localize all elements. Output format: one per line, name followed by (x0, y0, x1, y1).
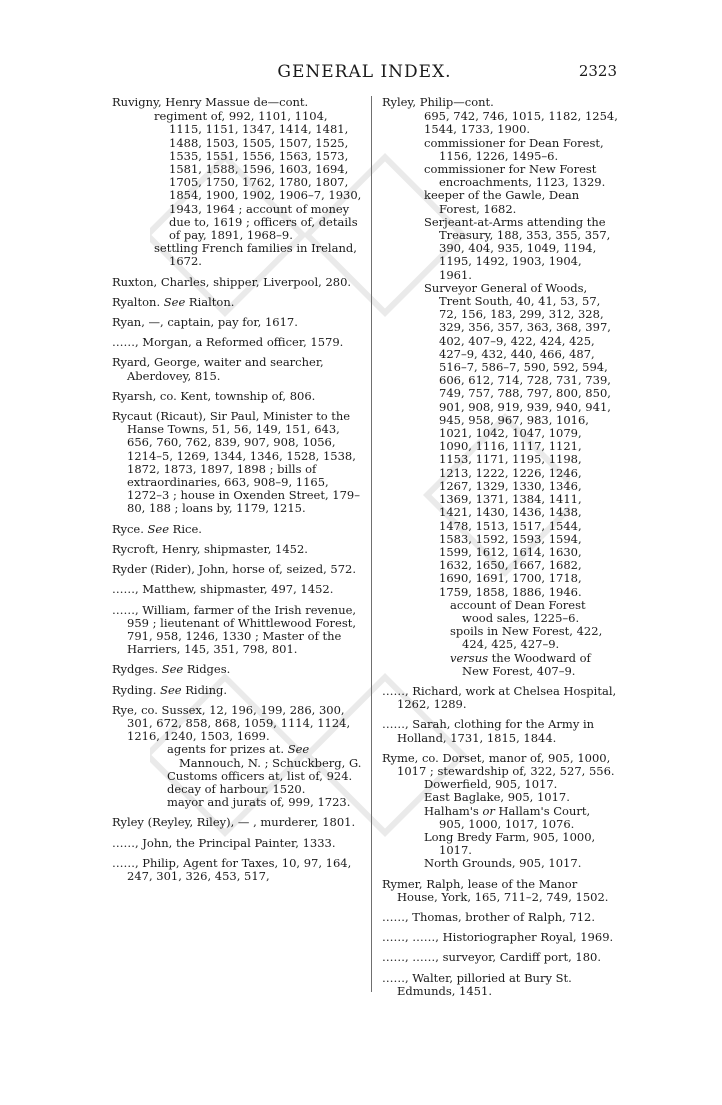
sub-entry: regiment of, 992, 1101, 1104, 1115, 1151, 1347, 1414, 1481, 1488, 1503, 1505, 1507, 1525, 1535, 1551, 1556, 1563, 1573, 1581, 1588, 1596, 1603, 1694, 1705, 1750, 1762, 1780, 1807, 1854, 1900, 1902, 1906–7, 1930, 1943, 1964 ; account of money due to, 1619 ; officers of, details of pay, 1891, 1968–9. (154, 109, 362, 243)
entry-text: Ryding. (112, 682, 157, 697)
sub-entry: Customs officers at, list of, 924. (167, 768, 353, 783)
sub-entry: East Baglake, 905, 1017. (424, 790, 570, 805)
index-entry-ryley-richard: ……, Richard, work at Chelsea Hospital, 1262, 1289. (382, 683, 617, 712)
sub-entry: Serjeant-at-Arms attending the Treasury, 188, 353, 355, 357, 390, 404, 935, 1049, 1194, 1195, 1492, 1903, 1904, 1961. (424, 214, 611, 282)
index-entry-ruxton: Ruxton, Charles, shipper, Liverpool, 280. (112, 274, 352, 289)
column-divider (371, 96, 372, 992)
index-entry-rymer-thomas: ……, Thomas, brother of Ralph, 712. (382, 909, 596, 924)
see-reference: See (160, 682, 182, 697)
left-column (112, 96, 364, 890)
entry-text: the Woodward of New Forest, 407–9. (462, 650, 591, 678)
sub-entry: settling French families in Ireland, 1672. (154, 241, 357, 269)
index-entry-ryley-philip: ……, Philip, Agent for Taxes, 10, 97, 164, 247, 301, 326, 453, 517, (112, 855, 352, 883)
sub-entry (382, 805, 618, 831)
see-reference: See (147, 521, 170, 536)
page-number: 2323 (578, 62, 617, 80)
sub-entry: commissioner for Dean Forest, 1156, 1226, 1495–6. (424, 135, 604, 163)
index-entry-rycaut: Rycaut (Ricaut), Sir Paul, Minister to the Hanse Towns, 51, 56, 149, 151, 643, 656, 760, 762, 839, 907, 908, 1056, 1214–5, 1269, 1344, 1346, 1528, 1538, 1872, 1873, 1897, 1898 ; bills of extraordinaries, 663, 908–9, 1165, 1272–3 ; house in Oxenden Street, 179–80, 188 ; loans by, 1179, 1215. (112, 409, 360, 516)
entry-heading: Rye, co. Sussex, 12, 196, 199, 286, 300, 301, 672, 858, 868, 1059, 1114, 1124, 1216, 1240, 1503, 1699. (112, 702, 351, 744)
index-entry-rymer-historiographer: ……, ……, Historiographer Royal, 1969. (382, 930, 614, 945)
entry-text: Hallam's Court, 905, 1000, 1017, 1076. (439, 803, 591, 831)
index-entry-ryley: Ryley (Reyley, Riley), — , murderer, 1801. (112, 815, 356, 830)
running-title: GENERAL INDEX. (277, 62, 452, 82)
index-entry-rymer-surveyor: ……, ……, surveyor, Cardiff port, 180. (382, 950, 602, 965)
sub-sub-entry (382, 652, 618, 678)
index-entry-ryard: Ryard, George, waiter and searcher, Aberdovey, 815. (112, 355, 324, 383)
see-reference: See (163, 294, 186, 309)
sub-sub-entry: account of Dean Forest wood sales, 1225–6. (450, 597, 586, 625)
entry-text: Ryalton. (112, 294, 161, 309)
index-entry-ryan-morgan: ……, Morgan, a Reformed officer, 1579. (112, 335, 344, 350)
right-column (382, 96, 618, 1005)
sub-entry: keeper of the Gawle, Dean Forest, 1682. (424, 188, 580, 216)
sub-entry (112, 743, 364, 769)
index-entry-ryder-matthew: ……, Matthew, shipmaster, 497, 1452. (112, 582, 334, 597)
entry-continuation: 695, 742, 746, 1015, 1182, 1254, 1544, 1733, 1900. (424, 109, 618, 137)
entry-text: Halham's (424, 803, 479, 818)
entry-text: Ridges. (186, 662, 231, 677)
entry-text: Riding. (185, 682, 228, 697)
sub-entry: Long Bredy Farm, 905, 1000, 1017. (424, 829, 596, 858)
index-entry-ryme (382, 752, 618, 871)
entry-text: Ryce. (112, 521, 144, 536)
index-entry-rymer-walter: ……, Walter, pilloried at Bury St. Edmunds, 1451. (382, 970, 572, 998)
index-entry-ryley-sarah: ……, Sarah, clothing for the Army in Holland, 1731, 1815, 1844. (382, 717, 595, 745)
index-entry-ryder-william: ……, William, farmer of the Irish revenue, 959 ; lieutenant of Whittlewood Forest, 791, 958, 1246, 1330 ; Master of the Harriers, 145, 351, 798, 801. (112, 602, 357, 657)
entry-heading: Ruvigny, Henry Massue de—cont. (112, 95, 309, 109)
entry-heading: Ryley, Philip—cont. (382, 95, 494, 109)
entry-text: Rydges. (112, 662, 159, 677)
or-text: or (482, 803, 495, 818)
entry-text: agents for prizes at. (167, 742, 285, 757)
index-entry-rye (112, 704, 364, 810)
entry-text: Rialton. (188, 294, 235, 309)
index-entry-rydges (112, 663, 364, 676)
entry-text: Rice. (172, 521, 202, 536)
entry-heading: Ryme, co. Dorset, manor of, 905, 1000, 1017 ; stewardship of, 322, 527, 556. (382, 750, 615, 778)
index-entry-ryley-philip-cont (382, 96, 618, 678)
sub-entry: Dowerfield, 905, 1017. (424, 777, 558, 792)
sub-entry: mayor and jurats of, 999, 1723. (167, 795, 351, 810)
sub-entry: Surveyor General of Woods, Trent South, 40, 41, 53, 57, 72, 156, 183, 299, 312, 328, 329, 356, 357, 363, 368, 397, 402, 407–9, 422, 424, 425, 427–9, 432, 440, 466, 487, 516–7, 586–7, 590, 592, 594, 606, 612, 714, 728, 731, 739, 749, 757, 788, 797, 800, 850, 901, 908, 919, 939, 940, 941, 945, 958, 967, 983, 1016, 1021, 1042, 1047, 1079, 1090, 1116, 1117, 1121, 1153, 1171, 1195, 1198, 1213, 1222, 1226, 1246, 1267, 1329, 1330, 1346, 1369, 1371, 1384, 1411, 1421, 1430, 1436, 1438, 1478, 1513, 1517, 1544, 1583, 1592, 1593, 1594, 1599, 1612, 1614, 1630, 1632, 1650, 1667, 1682, 1690, 1691, 1700, 1718, 1759, 1858, 1886, 1946. (424, 280, 611, 599)
index-entry-ryding (112, 684, 364, 697)
versus-text: versus (450, 650, 489, 665)
index-entry-ruvigny (112, 96, 364, 269)
index-entry-rymer-ralph: Rymer, Ralph, lease of the Manor House, York, 165, 711–2, 749, 1502. (382, 876, 609, 904)
see-reference: See (287, 742, 310, 757)
index-entry-ryce (112, 523, 364, 536)
entry-text: Mannouch, N. ; Schuckberg, G. (179, 755, 362, 770)
sub-entry: commissioner for New Forest encroachments, 1123, 1329. (424, 162, 606, 190)
see-reference: See (161, 662, 184, 677)
sub-entry: decay of harbour, 1520. (167, 781, 306, 796)
index-entry-ryarsh: Ryarsh, co. Kent, township of, 806. (112, 388, 316, 403)
sub-entry: North Grounds, 905, 1017. (424, 856, 582, 871)
index-entry-ryder-john: Ryder (Rider), John, horse of, seized, 572. (112, 562, 357, 577)
sub-sub-entry: spoils in New Forest, 422, 424, 425, 427–9. (450, 624, 603, 652)
index-entry-ryley-john: ……, John, the Principal Painter, 1333. (112, 835, 336, 850)
index-entry-rycroft: Rycroft, Henry, shipmaster, 1452. (112, 541, 308, 556)
index-entry-ryalton (112, 296, 364, 309)
index-entry-ryan: Ryan, —, captain, pay for, 1617. (112, 315, 298, 330)
page-header (112, 62, 617, 86)
